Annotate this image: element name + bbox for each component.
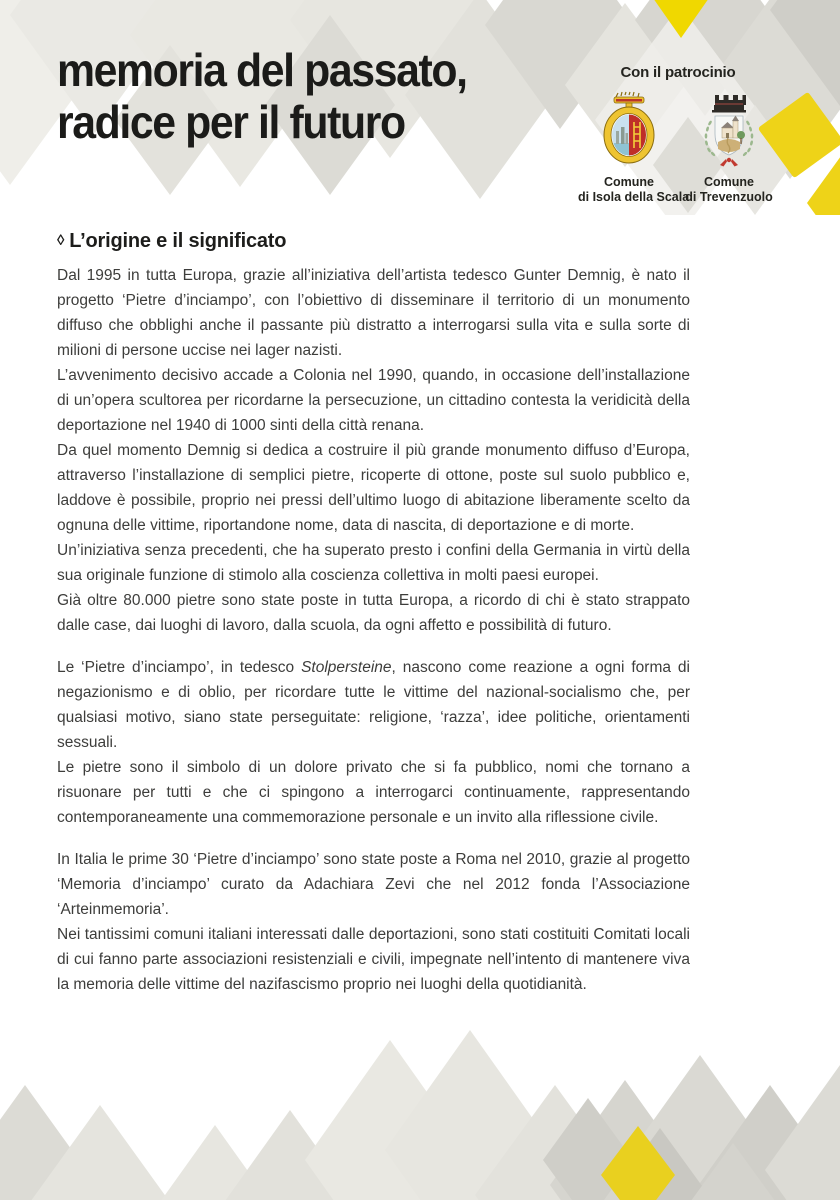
- caption-row: [578, 175, 778, 205]
- trevenzuolo-crest-icon: [698, 90, 760, 168]
- paragraph: Un’iniziativa senza precedenti, che ha superato presto i confini della Germania in virtù della sua originale funzione di stimolo alla coscienza collettiva in molti paesi europei.: [57, 542, 690, 584]
- page-title-line-1: memoria del passato,: [57, 44, 467, 96]
- crest-isola-della-scala: [578, 90, 680, 168]
- article-heading-text: L’origine e il significato: [69, 230, 287, 252]
- paragraph: Da quel momento Demnig si dedica a costruire il più grande monumento diffuso d’Europa, attraverso l’installazione di semplici pietre, ricoperte di ottone, poste sul suolo pubblico e, laddove è possibile, proprio nei pressi dell’ultimo luogo di abitazione liberamente scelto da ognuna delle vittime, riportandone nome, data di nascita, di deportazione e di morte.: [57, 442, 690, 534]
- paragraph: In Italia le prime 30 ‘Pietre d’inciampo’ sono state poste a Roma nel 2010, grazie al progetto ‘Memoria d’inciampo’ curato da Adachiara Zevi che nel 2012 fonda l’Associazione ‘Arteinmemoria’.: [57, 851, 690, 918]
- article-heading: [57, 230, 690, 253]
- patronage-label: Con il patrocinio: [620, 64, 736, 81]
- article-paragraphs: [57, 263, 690, 997]
- page-title-line-2: radice per il futuro: [57, 96, 405, 148]
- caption-isola-della-scala: Comune di Isola della Scala: [578, 175, 690, 204]
- crest-trevenzuolo: [680, 90, 778, 168]
- page-title: [57, 44, 467, 148]
- diamond-marker-icon: ◊: [57, 232, 65, 249]
- paragraph: Nei tantissimi comuni italiani interessati dalle deportazioni, sono stati costituiti Comitati locali di cui fanno parte associazioni resistenziali e civili, impegnate nell’intento di mantenere viva la memoria delle vittime del nazifascismo proprio nei luoghi della quotidianità.: [57, 926, 690, 993]
- paragraph: Le ‘Pietre d’inciampo’, in tedesco Stolpersteine, nascono come reazione a ogni forma di negazionismo e di oblio, per ricordare tutte le vittime del nazional-socialismo che, per qualsiasi motivo, siano state perseguitate: religione, ‘razza’, idee politiche, orientamenti sessuali.: [57, 659, 690, 751]
- caption-trevenzuolo: Comune di Trevenzuolo: [685, 175, 773, 204]
- isola-della-scala-crest-icon: [600, 90, 658, 166]
- paragraph: Dal 1995 in tutta Europa, grazie all’iniziativa dell’artista tedesco Gunter Demnig, è nato il progetto ‘Pietre d’inciampo’, con l’obiettivo di disseminare il territorio di un monumento diffuso che obblighi anche il passante più distratto a interrogarsi sulla vita e sulla sorte di milioni di persone uccise nei lager nazisti.: [57, 267, 690, 359]
- paragraph: Le pietre sono il simbolo di un dolore privato che si fa pubblico, nomi che tornano a risuonare per tutti e che ci spingono a interrogarci continuamente, rappresentando contemporaneamente una commemorazione personale e un invito alla riflessione civile.: [57, 759, 690, 826]
- patronage-block: [578, 64, 778, 205]
- paragraph: L’avvenimento decisivo accade a Colonia nel 1990, quando, in occasione dell’installazione di un’opera scultorea per ricordarne la persecuzione, un cittadino contesta la veridicità della deportazione nel 1940 di 1000 sinti della città renana.: [57, 367, 690, 434]
- bottom-mosaic-decoration: [0, 1010, 840, 1200]
- paragraph: Già oltre 80.000 pietre sono state poste in tutta Europa, a ricordo di chi è stato strappato dalle case, dai luoghi di lavoro, dalla scuola, da ogni affetto e possibilità di futuro.: [57, 592, 690, 634]
- article: [57, 230, 690, 997]
- crest-row: [578, 90, 778, 168]
